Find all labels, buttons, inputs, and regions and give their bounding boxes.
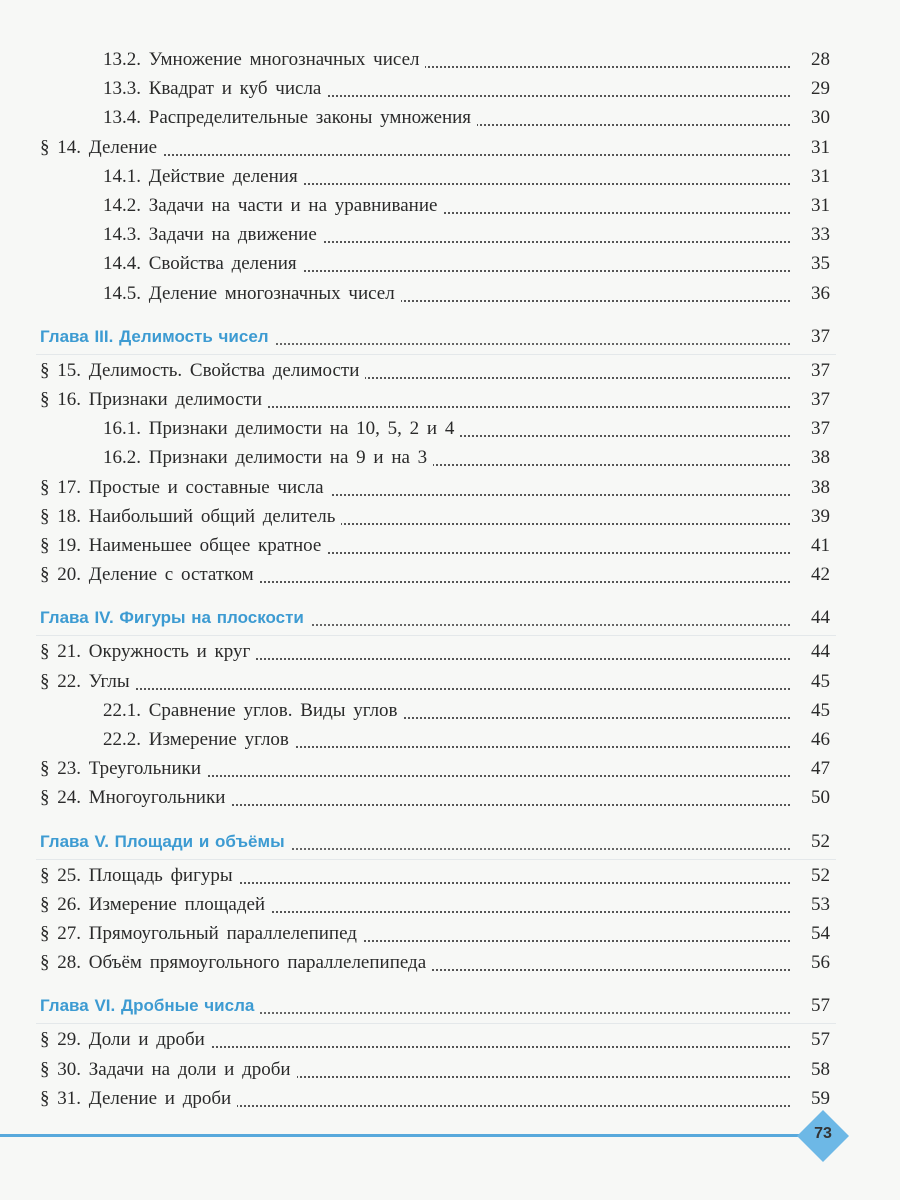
toc-subsection	[0, 726, 900, 754]
toc-entry-title: § 24. Многоугольники	[40, 787, 231, 809]
toc-page-number: 44	[790, 641, 830, 663]
toc-entry-title: Глава V. Площади и объёмы	[40, 832, 291, 852]
toc-entry-title: 14.3. Задачи на движение	[103, 224, 323, 246]
toc-page-number: 57	[790, 995, 830, 1017]
toc-entry-title: § 15. Делимость. Свойства делимости	[40, 360, 365, 382]
toc-entry-title: 16.2. Признаки делимости на 9 и на 3	[103, 447, 433, 469]
toc-entry-title: 14.1. Действие деления	[103, 166, 304, 188]
toc-subsection	[0, 75, 900, 103]
toc-page-number: 50	[790, 787, 830, 809]
chapter-divider	[36, 635, 836, 636]
toc-entry-title: 22.1. Сравнение углов. Виды углов	[103, 700, 404, 722]
toc-entry-title: § 31. Деление и дроби	[40, 1088, 237, 1110]
toc-page-number: 58	[790, 1059, 830, 1081]
toc-section	[0, 503, 900, 531]
toc-page-number: 38	[790, 447, 830, 469]
toc-entry-title: 16.1. Признаки делимости на 10, 5, 2 и 4	[103, 418, 460, 440]
toc-subsection	[0, 415, 900, 443]
toc-page-number: 37	[790, 389, 830, 411]
toc-entry-title: § 14. Деление	[40, 137, 163, 159]
toc-page-number: 52	[790, 865, 830, 887]
toc-entry-title: Глава VI. Дробные числа	[40, 996, 260, 1016]
toc-page-number: 31	[790, 195, 830, 217]
toc-subsection	[0, 46, 900, 74]
toc-entry-title: § 17. Простые и составные числа	[40, 477, 330, 499]
toc-entry-title: 13.2. Умножение многозначных чисел	[103, 49, 425, 71]
toc-section	[0, 1085, 900, 1113]
toc-page-number: 59	[790, 1088, 830, 1110]
toc-page-number: 47	[790, 758, 830, 780]
toc-chapter	[0, 992, 900, 1020]
toc-section	[0, 891, 900, 919]
toc-section	[0, 862, 900, 890]
toc-section	[0, 386, 900, 414]
toc-page-number: 57	[790, 1029, 830, 1051]
toc-page-number: 30	[790, 107, 830, 129]
toc-section	[0, 1026, 900, 1054]
toc-page-number: 52	[790, 831, 830, 853]
toc-entry-title: Глава IV. Фигуры на плоскости	[40, 608, 310, 628]
toc-section	[0, 784, 900, 812]
toc-section	[0, 920, 900, 948]
toc-page-number: 39	[790, 506, 830, 528]
toc-page-number: 41	[790, 535, 830, 557]
toc-page-number: 44	[790, 607, 830, 629]
toc-entry-title: 14.5. Деление многозначных чисел	[103, 283, 401, 305]
toc-entry-title: 14.2. Задачи на части и на уравнивание	[103, 195, 443, 217]
chapter-divider	[36, 354, 836, 355]
toc-entry-title: § 18. Наибольший общий делитель	[40, 506, 341, 528]
leader-dots	[40, 688, 822, 690]
toc-page-number: 33	[790, 224, 830, 246]
toc-page-number: 35	[790, 253, 830, 275]
toc-entry-title: § 19. Наименьшее общее кратное	[40, 535, 327, 557]
toc-page-number: 53	[790, 894, 830, 916]
toc-page-number: 45	[790, 700, 830, 722]
toc-entry-title: § 25. Площадь фигуры	[40, 865, 239, 887]
toc-entry-title: § 28. Объём прямоугольного параллелепипеда	[40, 952, 432, 974]
toc-page-number: 31	[790, 137, 830, 159]
toc-page-number: 37	[790, 360, 830, 382]
toc-entry-title: § 21. Окружность и круг	[40, 641, 256, 663]
toc-section	[0, 532, 900, 560]
toc-page-number: 38	[790, 477, 830, 499]
toc-page-number: 54	[790, 923, 830, 945]
toc-entry-title: § 23. Треугольники	[40, 758, 207, 780]
toc-subsection	[0, 192, 900, 220]
toc-page-number: 37	[790, 418, 830, 440]
toc-page-number: 36	[790, 283, 830, 305]
toc-entry-title: 13.3. Квадрат и куб числа	[103, 78, 327, 100]
chapter-divider	[36, 859, 836, 860]
toc-entry-title: 14.4. Свойства деления	[103, 253, 303, 275]
toc-entry-title: § 20. Деление с остатком	[40, 564, 260, 586]
toc-subsection	[0, 444, 900, 472]
toc-page-number: 29	[790, 78, 830, 100]
toc-chapter	[0, 323, 900, 351]
toc-page-number: 42	[790, 564, 830, 586]
toc-subsection	[0, 104, 900, 132]
toc-section	[0, 668, 900, 696]
toc-section	[0, 1056, 900, 1084]
toc-entry-title: Глава III. Делимость чисел	[40, 327, 275, 347]
toc-page-number: 46	[790, 729, 830, 751]
toc-subsection	[0, 221, 900, 249]
toc-section	[0, 561, 900, 589]
toc-entry-title: § 29. Доли и дроби	[40, 1029, 211, 1051]
toc-page-number: 45	[790, 671, 830, 693]
toc-section	[0, 949, 900, 977]
toc-section	[0, 474, 900, 502]
toc-entry-title: § 27. Прямоугольный параллелепипед	[40, 923, 363, 945]
toc-chapter	[0, 828, 900, 856]
toc-subsection	[0, 163, 900, 191]
toc-entry-title: § 26. Измерение площадей	[40, 894, 271, 916]
toc-entry-title: 13.4. Распределительные законы умножения	[103, 107, 477, 129]
page-number-badge	[797, 1110, 849, 1162]
toc-section	[0, 638, 900, 666]
toc-subsection	[0, 280, 900, 308]
toc-section	[0, 134, 900, 162]
toc-entry-title: § 30. Задачи на доли и дроби	[40, 1059, 297, 1081]
toc-page-number: 37	[790, 326, 830, 348]
toc-entry-title: § 16. Признаки делимости	[40, 389, 268, 411]
toc-section	[0, 755, 900, 783]
page-number: 73	[814, 1125, 832, 1142]
toc-page-number: 56	[790, 952, 830, 974]
toc-page-number: 31	[790, 166, 830, 188]
toc-chapter	[0, 604, 900, 632]
toc-subsection	[0, 250, 900, 278]
toc-entry-title: § 22. Углы	[40, 671, 136, 693]
toc-subsection	[0, 697, 900, 725]
chapter-divider	[36, 1023, 836, 1024]
toc-page-number: 28	[790, 49, 830, 71]
toc-section	[0, 357, 900, 385]
footer-rule	[0, 1134, 805, 1137]
toc-entry-title: 22.2. Измерение углов	[103, 729, 295, 751]
